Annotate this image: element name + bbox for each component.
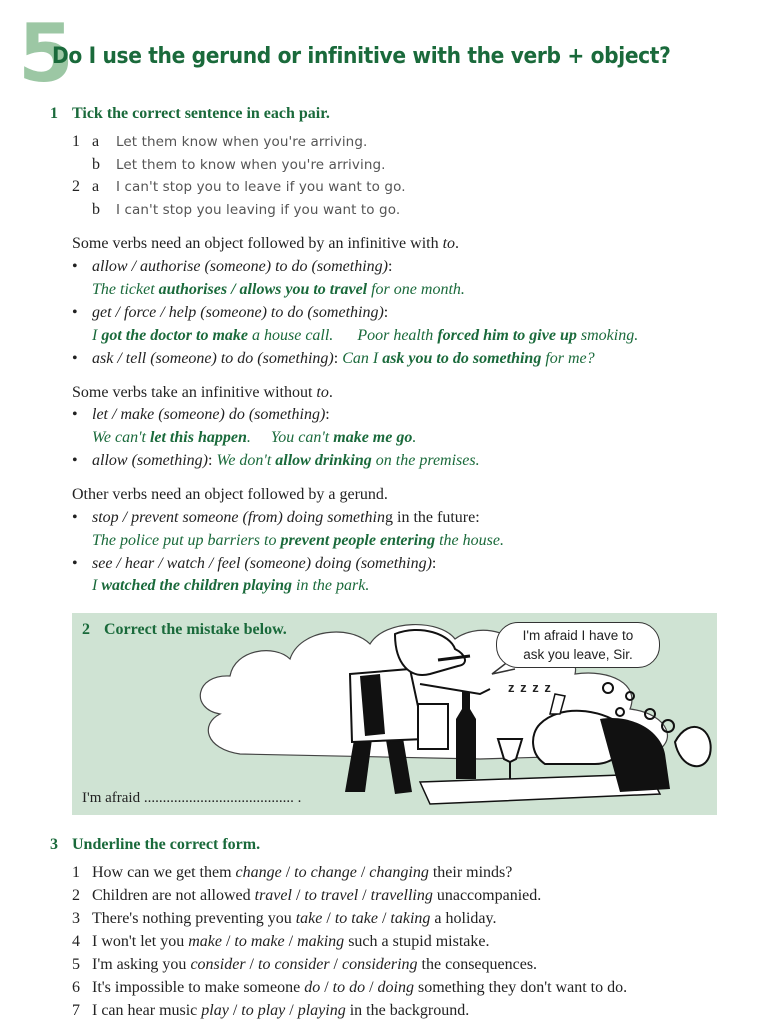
option-1[interactable]: make [188,933,222,950]
exercise-1-item[interactable] [72,201,400,219]
item-sentence: I can't stop you to leave if you want to go. [116,179,406,195]
option-3[interactable]: travelling [370,887,433,904]
item-text: It's impossible to make someone [92,979,305,996]
exercise-2-number: 2 [82,621,90,638]
item-number: 5 [72,956,80,973]
option-2[interactable]: to take [334,910,378,927]
item-number: 6 [72,979,80,996]
option-1[interactable]: consider [190,956,246,973]
rule-example: The police put up barriers to prevent people entering the house. [92,532,504,549]
rule-example: I got the doctor to make a house call. Poor health forced him to give up smoking. [92,327,639,344]
option-3[interactable]: doing [377,979,414,996]
item-text: something they don't want to do. [414,979,628,996]
exercise-1-item[interactable] [72,156,386,174]
rule-bullet: • let / make (someone) do (something): [72,406,330,423]
item-text: I'm asking you [92,956,191,973]
option-2[interactable]: to do [332,979,366,996]
item-letter: a [92,178,100,195]
rule-intro-infinitive-with-to: Some verbs need an object followed by an infinitive with to. [72,235,460,252]
rule-bullet: • get / force / help (someone) to do (something): [72,304,389,321]
option-1[interactable]: change [235,864,282,881]
rule-intro-gerund: Other verbs need an object followed by a gerund. [72,486,388,503]
item-number: 1 [72,133,80,150]
item-text: I can hear music [92,1002,202,1019]
exercise-3-item: 2 Children are not allowed travel / to travel / travelling unaccompanied. [72,887,542,904]
rule-bullet: • allow / authorise (someone) to do (something): [72,258,393,275]
exercise-3-item: 5 I'm asking you consider / to consider / considering the consequences. [72,956,538,973]
exercise-3-number: 3 [50,836,58,853]
option-1[interactable]: travel [254,887,292,904]
snore-text: z z z z [508,680,552,695]
rule-example: The ticket authorises / allows you to travel for one month. [92,281,465,298]
exercise-3-item: 6 It's impossible to make someone do / to do / doing something they don't want to do. [72,979,628,996]
option-2[interactable]: to consider [258,956,330,973]
exercise-3-item: 1 How can we get them change / to change / changing their minds? [72,864,513,881]
option-2[interactable]: to make [234,933,285,950]
option-3[interactable]: taking [390,910,431,927]
unit-number: 5 [18,7,74,100]
option-1[interactable]: play [201,1002,229,1019]
rule-example: I watched the children playing in the park. [92,577,370,594]
option-2[interactable]: to travel [304,887,359,904]
exercise-3-instruction: Underline the correct form. [72,836,261,853]
item-number: 7 [72,1002,80,1019]
rule-example: We can't let this happen. You can't make me go. [92,429,417,446]
item-number: 2 [72,887,80,904]
option-2[interactable]: to change [294,864,357,881]
item-sentence: Let them know when you're arriving. [116,134,368,150]
item-text: Children are not allowed [92,887,255,904]
rule-bullet: • ask / tell (someone) to do (something): Can I ask you to do something for me? [72,350,595,367]
answer-line[interactable]: I'm afraid ........................................ . [82,790,302,806]
option-3[interactable]: playing [297,1002,346,1019]
item-sentence: Let them to know when you're arriving. [116,157,386,173]
item-text: such a stupid mistake. [344,933,490,950]
exercise-1-item[interactable] [72,133,367,151]
exercise-3-item: 4 I won't let you make / to make / making such a stupid mistake. [72,933,490,950]
exercise-1-heading [50,105,330,123]
rule-intro-infinitive-without-to: Some verbs take an infinitive without to. [72,384,333,401]
exercise-3-item: 3 There's nothing preventing you take / to take / taking a holiday. [72,910,497,927]
speech-bubble [496,622,660,668]
speech-line: ask you leave, Sir. [523,647,633,662]
item-number: 2 [72,178,80,195]
rule-bullet: • see / hear / watch / feel (someone) doing (something): [72,555,437,572]
exercise-3-item: 7 I can hear music play / to play / playing in the background. [72,1002,470,1019]
option-3[interactable]: making [297,933,345,950]
item-text: their minds? [428,864,513,881]
page-title: Do I use the gerund or infinitive with the verb + object? [52,44,671,69]
option-1[interactable]: take [295,910,323,927]
exercise-1-instruction: Tick the correct sentence in each pair. [72,105,330,122]
item-number: 3 [72,910,80,927]
item-letter: b [92,156,100,173]
item-text: the consequences. [417,956,538,973]
exercise-3-heading [50,836,260,854]
option-3[interactable]: considering [342,956,418,973]
item-text: in the background. [345,1002,470,1019]
option-2[interactable]: to play [241,1002,286,1019]
item-letter: b [92,201,100,218]
option-1[interactable]: do [304,979,321,996]
exercise-2-instruction: Correct the mistake below. [104,621,287,638]
rule-bullet: • allow (something): We don't allow drinking on the premises. [72,452,480,469]
item-text: I won't let you [92,933,189,950]
exercise-1-item[interactable] [72,178,406,196]
item-number: 1 [72,864,80,881]
option-3[interactable]: changing [369,864,429,881]
item-text: There's nothing preventing you [92,910,296,927]
item-text: unaccompanied. [432,887,542,904]
exercise-1-number: 1 [50,105,58,122]
item-letter: a [92,133,100,150]
item-number: 4 [72,933,80,950]
item-text: How can we get them [92,864,236,881]
item-sentence: I can't stop you leaving if you want to go. [116,202,401,218]
rule-bullet: • stop / prevent someone (from) doing something in the future: [72,509,480,526]
speech-line: I'm afraid I have to [522,628,634,643]
item-text: a holiday. [430,910,497,927]
